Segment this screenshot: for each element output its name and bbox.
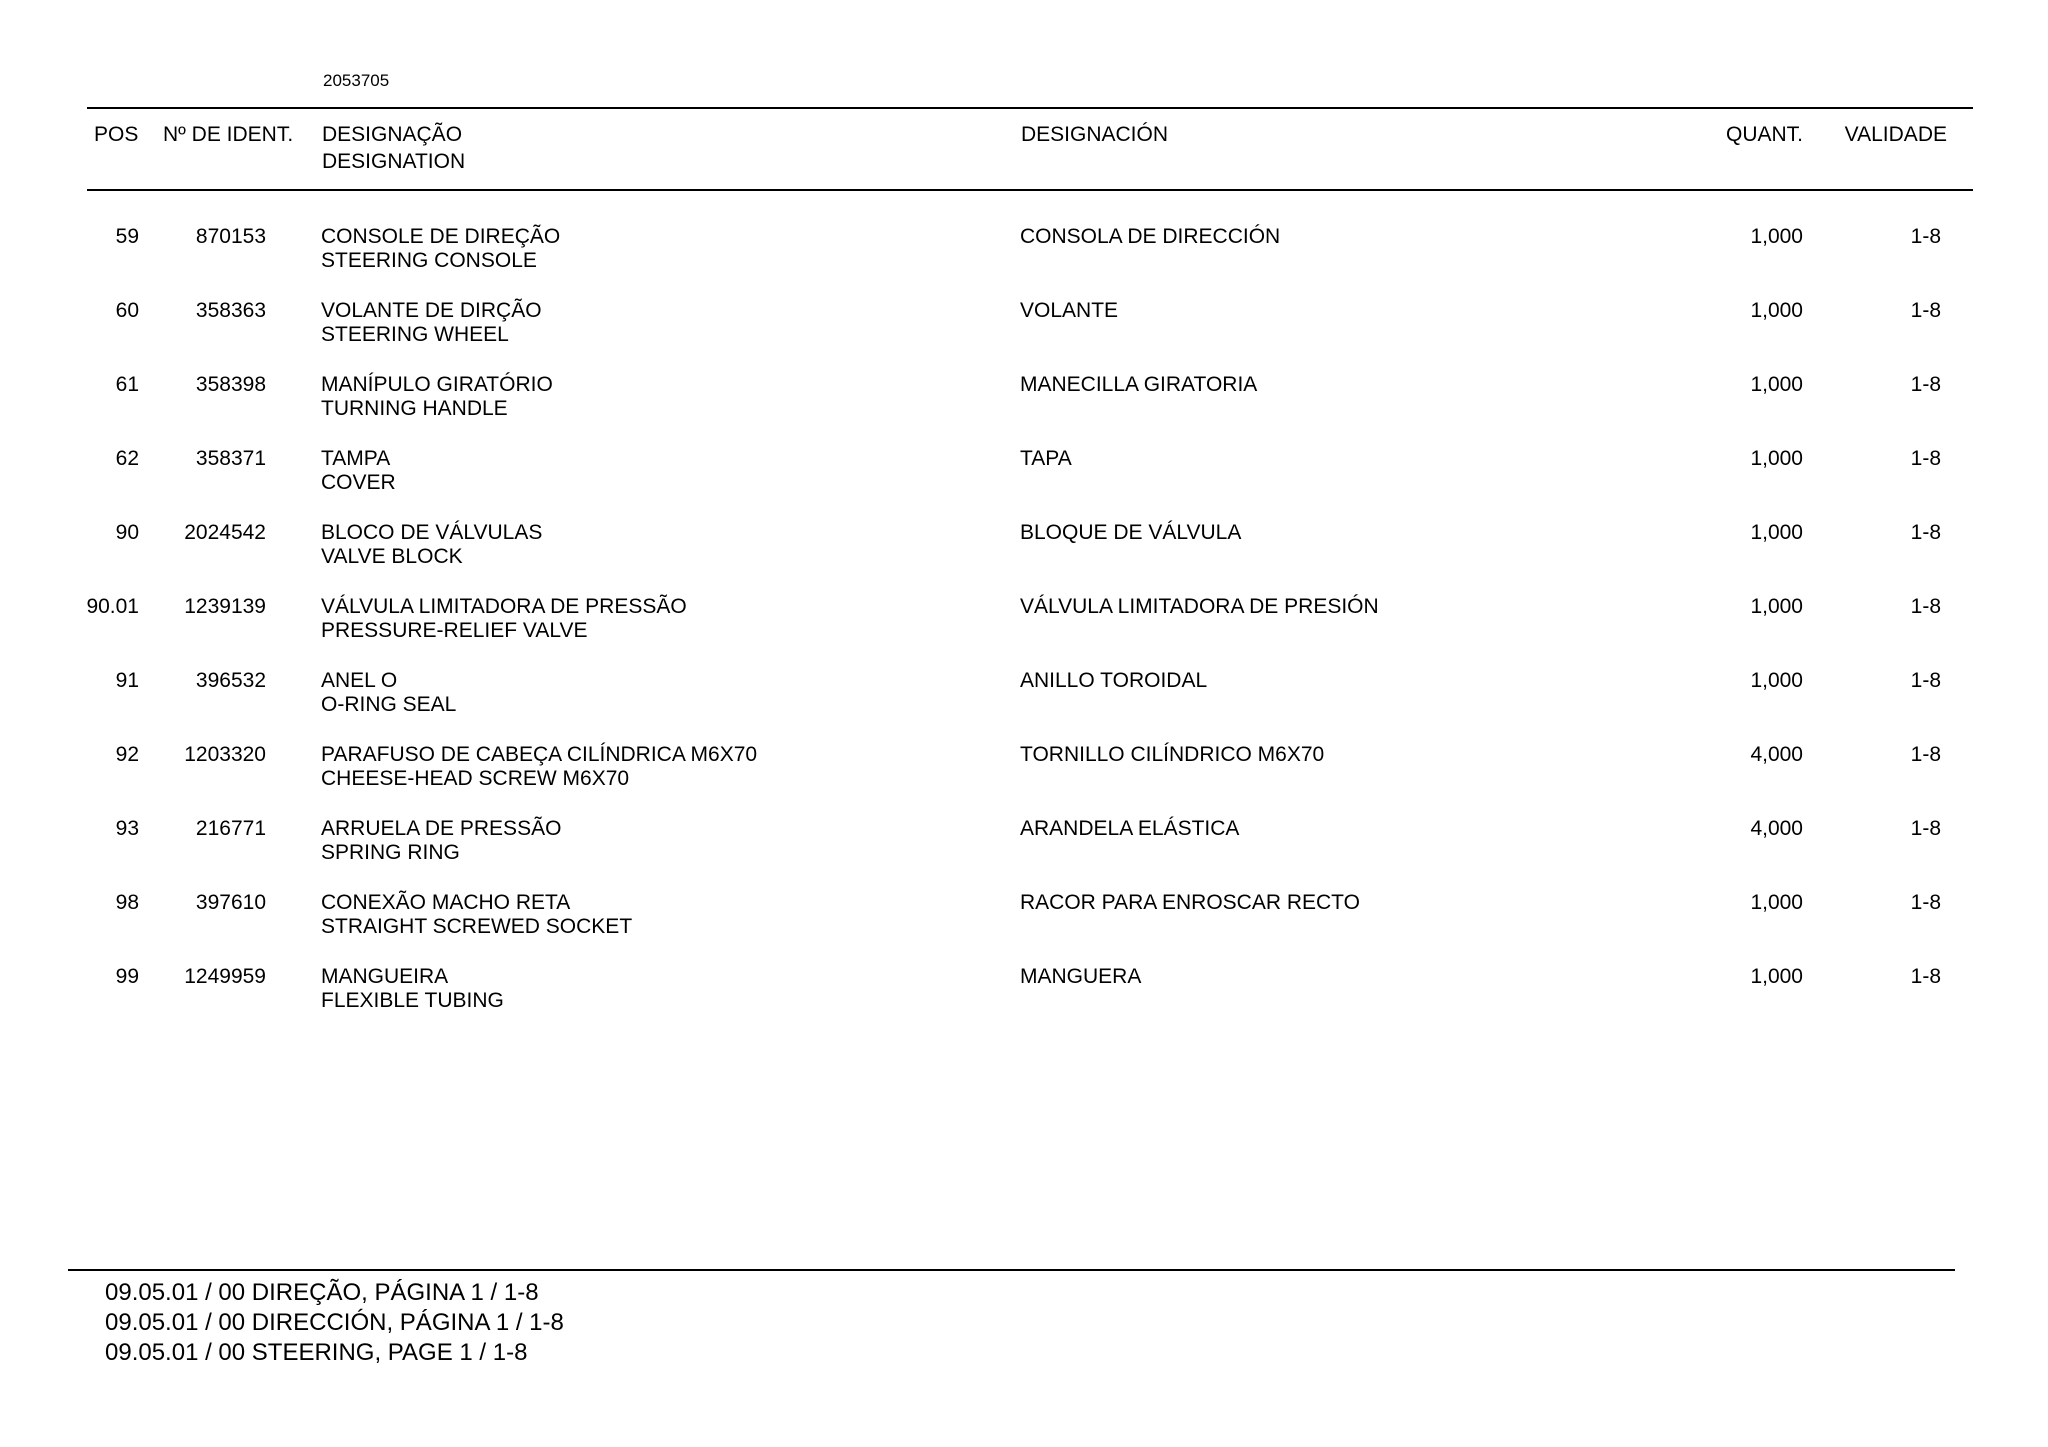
pos-cell: 90.01 (86, 595, 139, 618)
ident-cell: 216771 (195, 817, 266, 840)
ident-cell: 2024542 (184, 521, 266, 544)
pos-cell: 98 (115, 891, 139, 914)
validity-cell: 1-8 (1910, 595, 1941, 618)
designation-pt-cell: BLOCO DE VÁLVULAS (321, 521, 543, 544)
designation-pt-cell: ARRUELA DE PRESSÃO (321, 817, 562, 840)
designation-es-cell: RACOR PARA ENROSCAR RECTO (1020, 891, 1360, 914)
quantity-cell: 1,000 (1750, 447, 1803, 470)
designation-pt-cell: MANÍPULO GIRATÓRIO (321, 373, 553, 396)
ident-cell: 358371 (195, 447, 266, 470)
ident-cell: 1239139 (184, 595, 266, 618)
footer-line-pt: 09.05.01 / 00 DIREÇÃO, PÁGINA 1 / 1-8 (105, 1279, 539, 1306)
validity-cell: 1-8 (1910, 669, 1941, 692)
validity-cell: 1-8 (1910, 743, 1941, 766)
header-top-rule (87, 107, 1973, 109)
designation-es-cell: BLOQUE DE VÁLVULA (1020, 521, 1242, 544)
quantity-cell: 1,000 (1750, 595, 1803, 618)
designation-pt-cell: CONSOLE DE DIREÇÃO (321, 225, 561, 248)
quantity-cell: 1,000 (1750, 373, 1803, 396)
ident-cell: 1203320 (184, 743, 266, 766)
validity-cell: 1-8 (1910, 225, 1941, 248)
designation-en-cell: STRAIGHT SCREWED SOCKET (321, 915, 633, 938)
pos-cell: 59 (115, 225, 139, 248)
column-header-pos: POS (94, 123, 139, 146)
designation-en-cell: SPRING RING (321, 841, 460, 864)
validity-cell: 1-8 (1910, 521, 1941, 544)
footer-rule (68, 1269, 1955, 1271)
quantity-cell: 1,000 (1750, 521, 1803, 544)
pos-cell: 60 (115, 299, 139, 322)
quantity-cell: 4,000 (1750, 817, 1803, 840)
validity-cell: 1-8 (1910, 817, 1941, 840)
designation-pt-cell: PARAFUSO DE CABEÇA CILÍNDRICA M6X70 (321, 743, 758, 766)
designation-es-cell: VÁLVULA LIMITADORA DE PRESIÓN (1020, 595, 1379, 618)
validity-cell: 1-8 (1910, 373, 1941, 396)
designation-es-cell: ARANDELA ELÁSTICA (1020, 817, 1240, 840)
footer-line-es: 09.05.01 / 00 DIRECCIÓN, PÁGINA 1 / 1-8 (105, 1309, 564, 1336)
header-bottom-rule (87, 189, 1973, 191)
ident-cell: 358363 (195, 299, 266, 322)
footer-line-en: 09.05.01 / 00 STEERING, PAGE 1 / 1-8 (105, 1339, 528, 1366)
ident-cell: 358398 (195, 373, 266, 396)
designation-es-cell: TORNILLO CILÍNDRICO M6X70 (1020, 743, 1325, 766)
document-number: 2053705 (323, 71, 390, 90)
column-header-ident: Nº DE IDENT. (163, 123, 294, 146)
designation-en-cell: O-RING SEAL (321, 693, 457, 716)
designation-en-cell: CHEESE-HEAD SCREW M6X70 (321, 767, 630, 790)
ident-cell: 870153 (195, 225, 266, 248)
designation-en-cell: PRESSURE-RELIEF VALVE (321, 619, 588, 642)
designation-es-cell: MANGUERA (1020, 965, 1142, 988)
page-footer (105, 1278, 564, 1368)
designation-pt-cell: VOLANTE DE DIRÇÃO (321, 299, 542, 322)
column-header-designation-es: DESIGNACIÓN (1021, 123, 1169, 146)
designation-en-cell: VALVE BLOCK (321, 545, 463, 568)
column-header-designation-pt: DESIGNAÇÃO (322, 123, 463, 146)
quantity-cell: 4,000 (1750, 743, 1803, 766)
pos-cell: 91 (115, 669, 139, 692)
designation-es-cell: CONSOLA DE DIRECCIÓN (1020, 225, 1281, 248)
designation-es-cell: ANILLO TOROIDAL (1020, 669, 1208, 692)
pos-cell: 99 (115, 965, 139, 988)
validity-cell: 1-8 (1910, 447, 1941, 470)
quantity-cell: 1,000 (1750, 299, 1803, 322)
designation-pt-cell: ANEL O (321, 669, 398, 692)
column-header-designation-en: DESIGNATION (322, 150, 466, 173)
designation-pt-cell: MANGUEIRA (321, 965, 449, 988)
pos-cell: 92 (115, 743, 139, 766)
designation-es-cell: MANECILLA GIRATORIA (1020, 373, 1258, 396)
designation-es-cell: TAPA (1020, 447, 1072, 470)
ident-cell: 396532 (195, 669, 266, 692)
column-header-quantity: QUANT. (1725, 123, 1803, 146)
designation-es-cell: VOLANTE (1020, 299, 1119, 322)
pos-cell: 90 (115, 521, 139, 544)
pos-cell: 62 (115, 447, 139, 470)
designation-en-cell: STEERING WHEEL (321, 323, 509, 346)
pos-cell: 61 (115, 373, 139, 396)
designation-en-cell: COVER (321, 471, 396, 494)
validity-cell: 1-8 (1910, 891, 1941, 914)
designation-en-cell: STEERING CONSOLE (321, 249, 537, 272)
validity-cell: 1-8 (1910, 299, 1941, 322)
designation-en-cell: TURNING HANDLE (321, 397, 508, 420)
pos-cell: 93 (115, 817, 139, 840)
validity-cell: 1-8 (1910, 965, 1941, 988)
quantity-cell: 1,000 (1750, 965, 1803, 988)
designation-pt-cell: TAMPA (321, 447, 391, 470)
quantity-cell: 1,000 (1750, 669, 1803, 692)
ident-cell: 1249959 (184, 965, 266, 988)
designation-pt-cell: VÁLVULA LIMITADORA DE PRESSÃO (321, 595, 687, 618)
quantity-cell: 1,000 (1750, 891, 1803, 914)
column-header-validity: VALIDADE (1844, 123, 1947, 146)
designation-pt-cell: CONEXÃO MACHO RETA (321, 891, 571, 914)
designation-en-cell: FLEXIBLE TUBING (321, 989, 504, 1012)
quantity-cell: 1,000 (1750, 225, 1803, 248)
ident-cell: 397610 (195, 891, 266, 914)
